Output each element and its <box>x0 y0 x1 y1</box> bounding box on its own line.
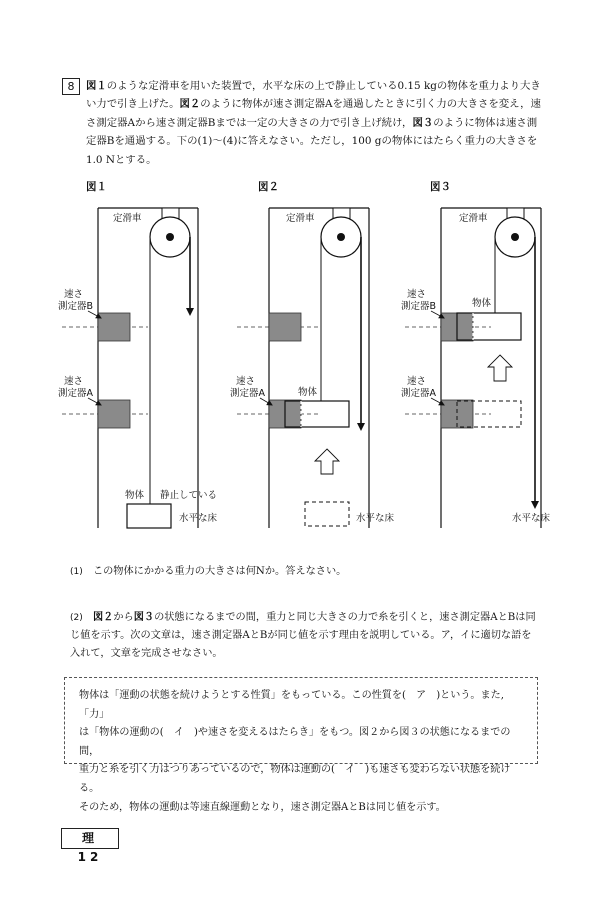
fig1-title: 図１ <box>86 181 107 193</box>
intro-text-2: のように物体が速さ測定器Aを通過したときに引く力の大きさを変え，速さ測定器Aから速さ測定器Bまでは一定の大きさの力で引き上げ続け， <box>86 98 541 129</box>
fig3-pulley-label: 定滑車 <box>459 213 488 224</box>
fig3-sensor-a-label-2: 測定器A <box>401 388 436 399</box>
fig2-previous-position <box>305 502 349 526</box>
fig3-floor-label: 水平な床 <box>512 513 551 524</box>
fig3-title: 図３ <box>430 181 451 193</box>
up-arrow-icon <box>315 449 339 474</box>
subquestion-2-text: の状態になるまでの間，重力と同じ大きさの力で糸を引くと，速さ測定器AとBは同じ値を示す。次の文章は，速さ測定器AとBが同じ値を示す理由を説明している。ア，イに適切な語を入れて，文章を完成させなさい。 <box>70 612 536 659</box>
explanation-line-1: 物体は「運動の状態を続けようとする性質」をもっている。この性質を( ア )という。また,「力」 <box>79 690 504 720</box>
fig1-floor-label: 水平な床 <box>179 513 218 524</box>
fig1-resting-label: 静止している <box>160 490 218 501</box>
fig1-sensor-b <box>98 313 130 341</box>
sub2-from: から <box>113 612 134 623</box>
explanation-line-3: 重力と糸を引く力はつりあっているので，物体は運動の( イ )も速さも変わらない状態を続ける。 <box>79 764 511 794</box>
fig1-pulley-label: 定滑車 <box>113 213 142 224</box>
fig1-sensor-b-label-1: 速さ <box>64 289 84 300</box>
fig2-pulley-label: 定滑車 <box>286 213 315 224</box>
fig3-object-label: 物体 <box>472 298 492 309</box>
fig1-sensor-a-label-1: 速さ <box>64 376 84 387</box>
explanation-line-4: そのため，物体の運動は等速直線運動となり，速さ測定器AとBは同じ値を示す。 <box>79 801 446 813</box>
up-arrow-icon <box>488 355 512 381</box>
fig2-sensor-b <box>269 313 301 341</box>
ref-fig1: 図１ <box>86 80 107 92</box>
subquestion-2 <box>70 609 540 663</box>
fig2-sensor-a-label-1: 速さ <box>236 376 256 387</box>
fig1-object <box>127 504 171 528</box>
subquestion-1 <box>70 563 540 581</box>
explanation-line-2: は「物体の運動の( イ )や速さを変えるはたらき」をもつ。図２から図３の状態になるまでの間， <box>79 727 511 757</box>
intro-text-3: のように物体は速さ測定器Bを通過する。下の(1)～(4)に答えなさい。ただし，100 gの物体にはたらく重力の大きさを1.0 Nとする。 <box>86 116 538 166</box>
subquestion-1-text: この物体にかかる重力の大きさは何Nか。答えなさい。 <box>92 566 347 577</box>
fig3-sensor-b-label-1: 速さ <box>407 289 427 300</box>
ref-fig3: 図３ <box>412 116 434 129</box>
question-number: 8 <box>62 78 80 95</box>
fig1-sensor-b-label-2: 測定器B <box>58 301 94 312</box>
subquestion-1-label: (1) <box>70 567 83 577</box>
fig2-object-label: 物体 <box>298 387 318 398</box>
fig1-sensor-a-label-2: 測定器A <box>58 388 93 399</box>
fig2-floor-label: 水平な床 <box>356 513 395 524</box>
fig3-sensor-b-label-2: 測定器B <box>401 301 437 312</box>
figure-1 <box>58 180 218 528</box>
sub2-ref-fig2: 図２ <box>92 612 114 623</box>
fig3-sensor-a-label-1: 速さ <box>407 376 427 387</box>
explanation-box <box>64 677 538 813</box>
fig1-sensor-a <box>98 400 130 428</box>
fig2-title: 図２ <box>258 181 279 193</box>
page-footer-label: 理 12 <box>61 828 119 849</box>
ref-fig2: 図２ <box>179 98 201 111</box>
figure-2 <box>230 180 395 528</box>
subquestion-2-label: (2) <box>70 613 83 623</box>
fig2-sensor-a-label-2: 測定器A <box>230 388 265 399</box>
fig1-object-label: 物体 <box>125 490 145 501</box>
figure-3 <box>401 180 551 528</box>
intro-text-1: のような定滑車を用いた装置で，水平な床の上で静止している0.15 kgの物体を重力より大きい力で引き上げた。 <box>86 80 541 111</box>
sub2-ref-fig3: 図３ <box>133 612 155 623</box>
